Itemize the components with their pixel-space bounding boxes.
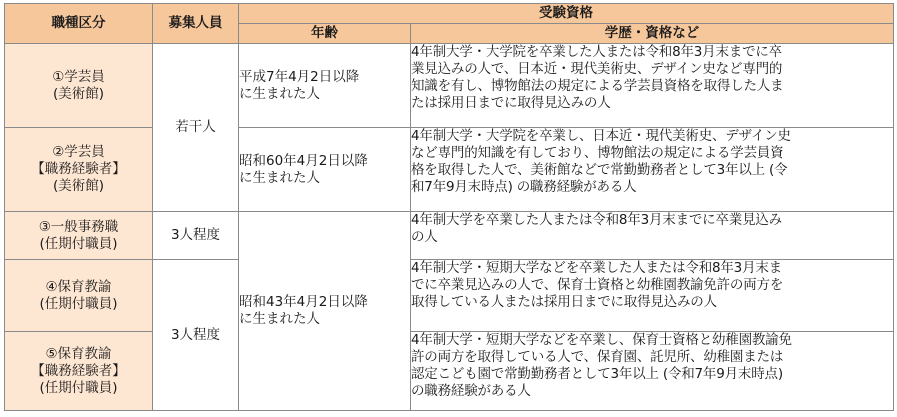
qualification-line: 取得している人または採用日までに取得見込みの人 — [411, 294, 717, 310]
category-line: 【職務経験者】 — [31, 161, 126, 177]
table-row — [5, 128, 894, 212]
category-line: (任期付職員) — [39, 235, 118, 252]
table-row — [5, 212, 894, 260]
age-line: 昭和60年4月2日以降 — [239, 152, 368, 169]
category-line: (美術館) — [52, 178, 105, 194]
category-cell-curator — [5, 44, 153, 128]
qualification-line: でに卒業見込みの人で、保育士資格と幼稚園教諭免許の両方を — [411, 277, 784, 293]
qualification-line: の人 — [411, 229, 438, 245]
qualification-line: 4年制大学・短期大学などを卒業し、保育士資格と幼稚園教諭免 — [411, 332, 792, 348]
qualification-line: 格を取得した人で、美術館などで常勤勤務者として3年以上 (令 — [411, 162, 788, 178]
header-education: 学歴・資格など — [411, 24, 894, 44]
category-line: 【職務経験者】 — [31, 362, 126, 379]
qualification-line: 許の両方を取得している人で、保育園、託児所、幼稚園または — [411, 349, 784, 365]
category-line: ②学芸員 — [52, 144, 105, 160]
category-line: (美術館) — [52, 85, 105, 102]
age-line: 昭和43年4月2日以降 — [239, 294, 368, 310]
age-line: 平成7年4月2日以降 — [239, 68, 360, 85]
qualification-cell — [411, 260, 894, 332]
table-row — [5, 260, 894, 332]
category-line: ④保育教諭 — [45, 278, 112, 295]
qualification-cell — [411, 332, 894, 411]
category-line: (任期付職員) — [39, 295, 118, 312]
age-cell — [239, 128, 411, 212]
category-line: ①学芸員 — [52, 68, 105, 85]
qualification-line: など専門的知識を有しており、博物館法の規定による学芸員資 — [411, 145, 784, 161]
age-line: に生まれた人 — [239, 311, 320, 327]
header-age: 年齢 — [239, 24, 411, 44]
qualification-line: の職務経験がある人 — [411, 383, 531, 399]
category-cell-curator-experienced — [5, 128, 153, 212]
qualification-line: 業見込みの人で、日本近・現代美術史、デザイン史など専門的 — [411, 61, 783, 77]
category-cell-nursery — [5, 260, 153, 332]
header-count: 募集人員 — [153, 4, 239, 44]
qualification-cell — [411, 128, 894, 212]
count-cell-clerk: 3人程度 — [153, 212, 239, 260]
header-qualification: 受験資格 — [239, 4, 894, 24]
qualification-line: 和7年9月末時点) の職務経験がある人 — [411, 179, 637, 195]
qualification-line: 4年制大学を卒業した人または令和8年3月末までに卒業見込み — [411, 212, 782, 228]
category-cell-clerk — [5, 212, 153, 260]
age-cell-shared — [239, 212, 411, 411]
header-category: 職種区分 — [5, 4, 153, 44]
age-line: に生まれた人 — [239, 169, 320, 186]
category-cell-nursery-experienced — [5, 332, 153, 411]
age-cell — [239, 44, 411, 128]
qualification-line: 知識を有し、博物館法の規定による学芸員資格を取得した人ま — [411, 78, 784, 94]
table-row — [5, 332, 894, 411]
recruitment-table — [4, 3, 894, 411]
qualification-line: 4年制大学・大学院を卒業し、日本近・現代美術史、デザイン史 — [411, 128, 791, 144]
qualification-line: 認定こども園で常勤勤務者として3年以上 (令和7年9月末時点) — [411, 366, 783, 382]
count-cell-curators: 若干人 — [153, 44, 239, 212]
qualification-cell — [411, 44, 894, 128]
table-row — [5, 44, 894, 128]
category-line: (任期付職員) — [39, 379, 118, 396]
age-line: に生まれた人 — [239, 85, 320, 102]
category-line: ⑤保育教諭 — [45, 345, 112, 362]
category-line: ③一般事務職 — [38, 218, 119, 235]
qualification-cell — [411, 212, 894, 260]
qualification-line: 4年制大学・短期大学などを卒業した人または令和8年3月末ま — [411, 260, 782, 276]
qualification-line: 4年制大学・大学院を卒業した人または令和8年3月末までに卒 — [411, 44, 782, 60]
qualification-line: たは採用日までに取得見込みの人 — [411, 95, 611, 111]
count-cell-nursery: 3人程度 — [153, 260, 239, 411]
